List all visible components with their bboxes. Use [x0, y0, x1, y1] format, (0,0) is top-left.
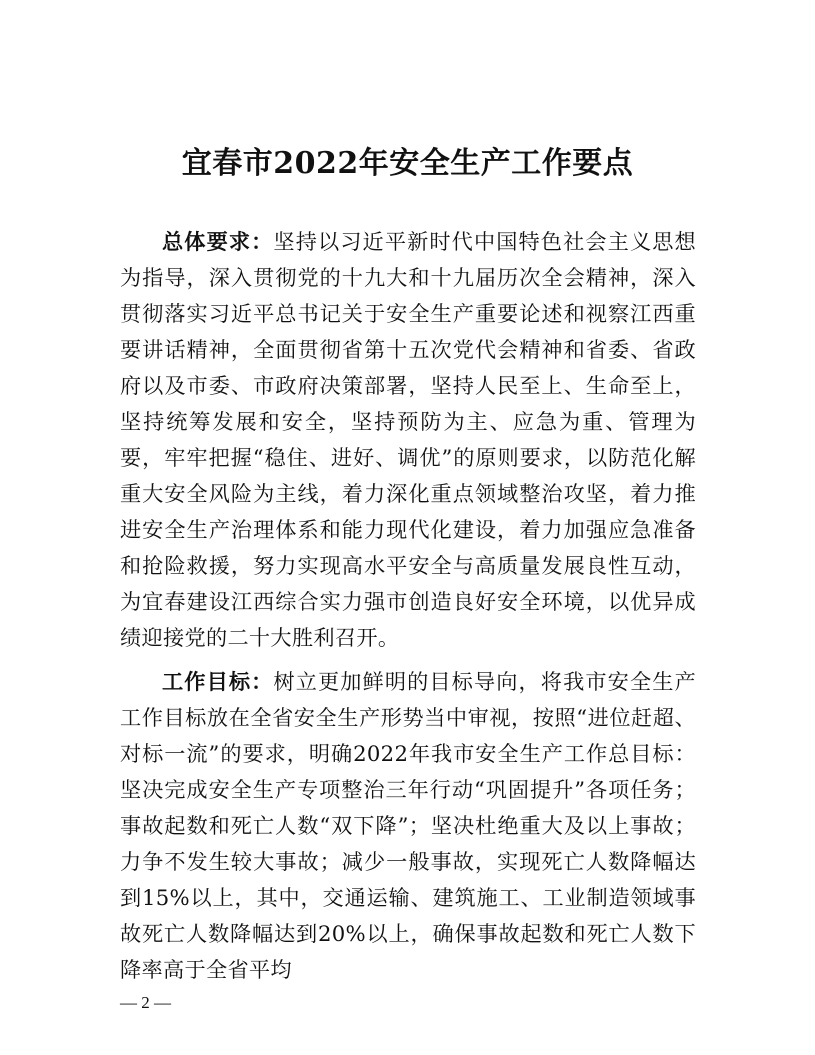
page-number: — 2 —: [120, 993, 171, 1012]
paragraph-text: 坚持以习近平新时代中国特色社会主义思想为指导，深入贯彻党的十九大和十九届历次全会精神，深入贯彻落实习近平总书记关于安全生产重要论述和视察江西重要讲话精神，全面贯彻省第十五次党代会精神和省委、省政府以及市委、市政府决策部署，坚持人民至上、生命至上，坚持统筹发展和安全，坚持预防为主、应急为重、管理为要，牢牢把握“稳住、进好、调优”的原则要求，以防范化解重大安全风险为主线，着力深化重点领域整治攻坚，着力推进安全生产治理体系和能力现代化建设，着力加强应急准备和抢险救援，努力实现高水平安全与高质量发展良性互动，为宜春建设江西综合实力强市创造良好安全环境，以优异成绩迎接党的二十大胜利召开。: [120, 229, 696, 650]
paragraph-lead: 总体要求：: [162, 229, 274, 254]
document-body: [120, 224, 696, 988]
document-title: 宜春市2022年安全生产工作要点: [181, 146, 634, 181]
paragraph-work-goals: [120, 664, 696, 988]
paragraph-text: 树立更加鲜明的目标导向，将我市安全生产工作目标放在全省安全生产形势当中审视，按照“进位赶超、对标一流”的要求，明确2022年我市安全生产工作总目标：坚决完成安全生产专项整治三年行动“巩固提升”各项任务；事故起数和死亡人数“双下降”；坚决杜绝重大及以上事故；力争不发生较大事故；减少一般事故，实现死亡人数降幅达到15%以上，其中，交通运输、建筑施工、工业制造领域事故死亡人数降幅达到20%以上，确保事故起数和死亡人数下降率高于全省平均: [120, 669, 696, 982]
paragraph-overall-requirements: [120, 224, 696, 656]
paragraph-lead: 工作目标：: [162, 669, 274, 694]
